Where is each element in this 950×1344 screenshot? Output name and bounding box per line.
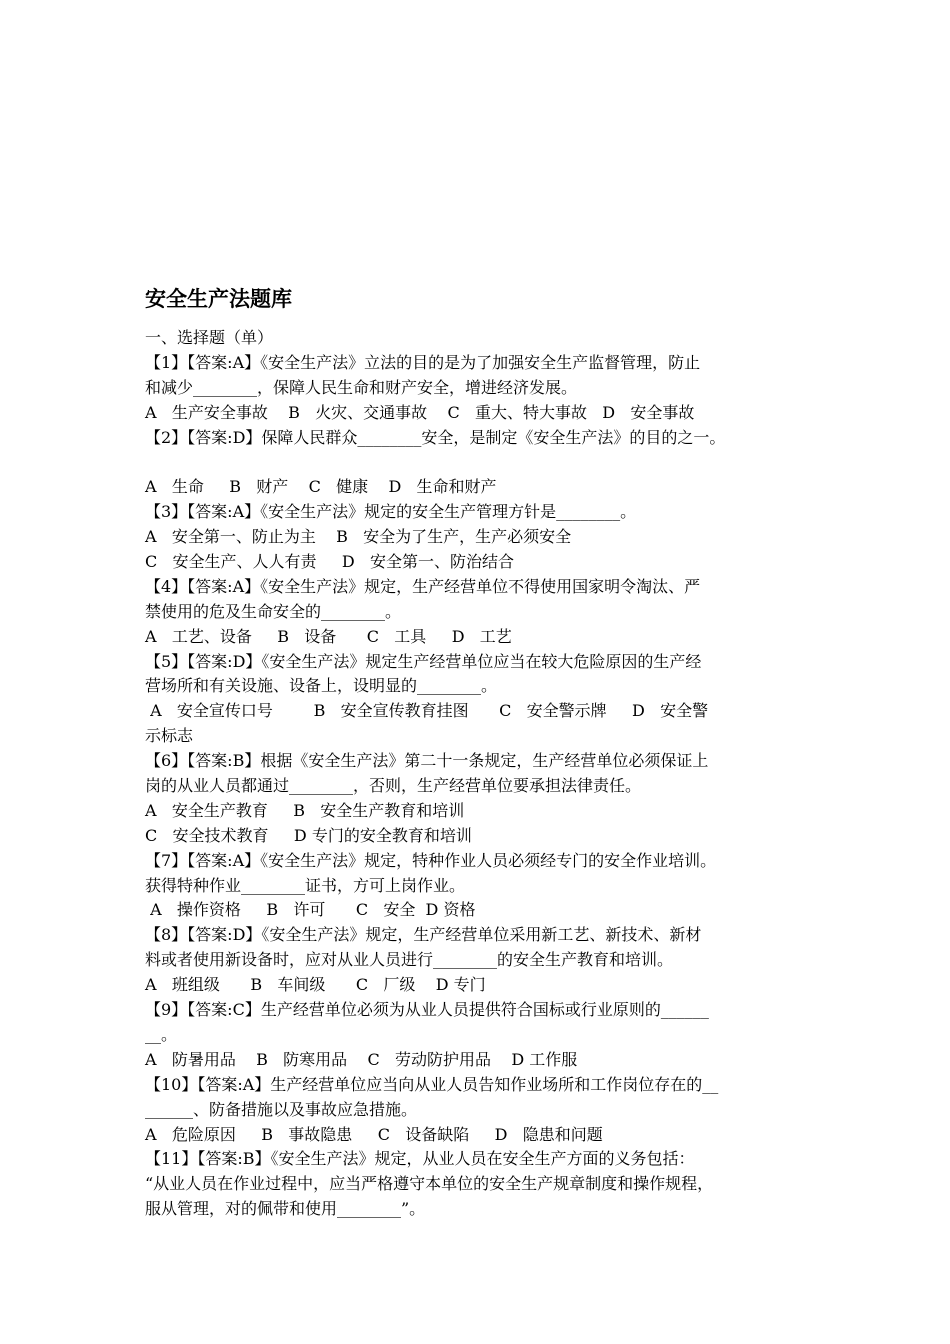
- text-line: C 安全生产、人人有责 D 安全第一、防治结合: [145, 552, 515, 572]
- text-line: A 工艺、设备 B 设备 C 工具 D 工艺: [145, 626, 512, 646]
- text-line: 示标志: [145, 726, 194, 746]
- text-line: 服从管理，对的佩带和使用________”。: [145, 1199, 426, 1219]
- text-line: __。: [145, 1024, 178, 1044]
- text-line: 【4】【答案:A】《安全生产法》规定，生产经营单位不得使用国家明令淘汰、严: [145, 576, 701, 596]
- text-line: 【1】【答案:A】《安全生产法》立法的目的是为了加强安全生产监督管理，防止: [145, 352, 701, 372]
- text-line: 【9】【答案:C】生产经营单位必须为从业人员提供符合国标或行业原则的______: [145, 1000, 709, 1020]
- document-body: [145, 284, 815, 1222]
- text-line: A 班组级 B 车间级 C 厂级 D 专门: [145, 975, 486, 995]
- text-line: A 操作资格 B 许可 C 安全 D 资格: [145, 900, 476, 920]
- text-line: 【7】【答案:A】《安全生产法》规定，特种作业人员必须经专门的安全作业培训。: [145, 850, 717, 870]
- text-line: “从业人员在作业过程中，应当严格遵守本单位的安全生产规章制度和操作规程，: [145, 1174, 714, 1194]
- text-line: 获得特种作业________证书，方可上岗作业。: [145, 875, 466, 895]
- text-line: A 安全宣传口号 B 安全宣传教育挂图 C 安全警示牌 D 安全警: [145, 701, 709, 721]
- text-line: 【11】【答案:B】《安全生产法》规定，从业人员在安全生产方面的义务包括：: [145, 1149, 695, 1169]
- text-line: A 安全第一、防止为主 B 安全为了生产，生产必须安全: [145, 527, 572, 547]
- blank-line: [145, 450, 815, 475]
- text-line: A 生命 B 财产 C 健康 D 生命和财产: [145, 477, 497, 497]
- text-line: 【10】【答案:A】生产经营单位应当向从业人员告知作业场所和工作岗位存在的__: [145, 1074, 719, 1094]
- text-line: A 危险原因 B 事故隐患 C 设备缺陷 D 隐患和问题: [145, 1124, 603, 1144]
- text-line: 一、选择题（单）: [145, 328, 274, 347]
- text-line: C 安全技术教育 D 专门的安全教育和培训: [145, 825, 472, 845]
- text-line: 【2】【答案:D】保障人民群众________安全，是制定《安全生产法》的目的之一。: [145, 427, 726, 447]
- text-line: 【6】【答案:B】根据《安全生产法》第二十一条规定，生产经营单位必须保证上: [145, 751, 709, 771]
- text-line: 岗的从业人员都通过________，否则，生产经营单位要承担法律责任。: [145, 776, 642, 796]
- text-line: A 防暑用品 B 防寒用品 C 劳动防护用品 D 工作服: [145, 1049, 578, 1069]
- text-line: 【8】【答案:D】《安全生产法》规定，生产经营单位采用新工艺、新技术、新材: [145, 925, 702, 945]
- text-line: ______、防备措施以及事故应急措施。: [145, 1099, 418, 1119]
- text-line: 和减少________，保障人民生命和财产安全，增进经济发展。: [145, 377, 578, 397]
- text-line: 【3】【答案:A】《安全生产法》规定的安全生产管理方针是________。: [145, 502, 637, 522]
- text-line: 【5】【答案:D】《安全生产法》规定生产经营单位应当在较大危险原因的生产经: [145, 651, 702, 671]
- question-list: [145, 326, 815, 1222]
- text-line: 营场所和有关设施、设备上，设明显的________。: [145, 676, 498, 696]
- text-line: A 安全生产教育 B 安全生产教育和培训: [145, 800, 465, 820]
- page-title: 安全生产法题库: [145, 287, 292, 311]
- text-line: A 生产安全事故 B 火灾、交通事故 C 重大、特大事故 D 安全事故: [145, 402, 695, 422]
- text-line: 料或者使用新设备时，应对从业人员进行________的安全生产教育和培训。: [145, 950, 674, 970]
- text-line: 禁使用的危及生命安全的________。: [145, 601, 402, 621]
